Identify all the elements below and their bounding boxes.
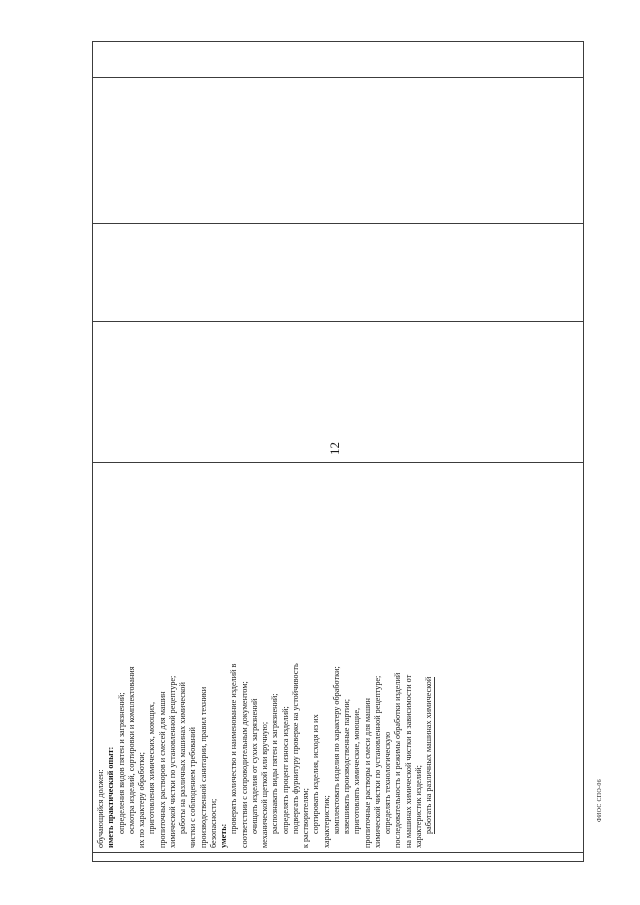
text-line: работы на различных машинах химической: [178, 682, 187, 834]
text-line: очищать изделия от сухих загрязнений: [249, 698, 259, 834]
text-line: обучающийся должен:: [96, 769, 105, 848]
text-line: чистки с соблюдением требований: [188, 727, 198, 848]
text-line: определять технологическую: [383, 731, 392, 834]
text-line: взвешивать производственные партии;: [342, 698, 351, 834]
text-line: соответствии с сопроводительным документом;: [239, 681, 249, 848]
document-footer-code: ФИОС СПО-06: [597, 779, 603, 822]
standard-table: [92, 41, 584, 862]
text-line: проверять количество и наименование изделий в: [229, 663, 239, 834]
empty-cell-1: [93, 322, 584, 463]
text-line: сортировать изделия, исходя из их: [311, 714, 321, 834]
text-line: иметь практический опыт:: [106, 746, 116, 848]
empty-cell-margin: [93, 853, 584, 862]
text-line: безопасности;: [208, 798, 218, 848]
text-line: последовательность и режимы обработки изделий: [393, 672, 403, 848]
text-line: определения видов пятен и загрязнений;: [116, 692, 126, 834]
empty-cell-2: [93, 224, 584, 322]
text-line: пропиточные растворы и смеси для машин: [362, 698, 372, 848]
text-line: характеристик изделий;: [413, 765, 423, 848]
text-line: комплектовать изделия по характеру обработки;: [331, 666, 341, 834]
text-line: механической щеткой или вручную;: [260, 721, 269, 848]
text-line: химической чистки по установленной рецептуре;: [372, 675, 382, 848]
text-line: подвергать фурнитуру проверке на устойчивость: [290, 663, 300, 834]
text-line: характеристик;: [321, 795, 331, 848]
text-line: их по характеру обработки;: [137, 752, 146, 848]
text-line: определять процент износа изделий;: [280, 706, 290, 834]
text-line: приготовлять химические, моющие,: [352, 707, 362, 834]
text-line: распознавать виды пятен и загрязнений;: [270, 693, 280, 834]
empty-cell-4: [93, 42, 584, 78]
text-line: осмотра изделий, сортировки и комплектования: [126, 666, 136, 834]
text-line: на машинах химической чистки в зависимости от: [403, 674, 413, 848]
competency-description-cell: [93, 463, 584, 853]
empty-cell-3: [93, 78, 584, 224]
text-line: производственной санитарии, правил техники: [198, 686, 208, 848]
text-line: работать на различных машинах химической: [424, 466, 435, 848]
text-line: уметь:: [219, 823, 228, 848]
text-line: приготовления химических, моющих,: [147, 701, 157, 834]
table-row: [93, 42, 584, 862]
text-line: пропиточных растворов и смесей для машин: [157, 691, 167, 848]
page-number: 12: [327, 442, 342, 455]
text-line: химической чистки по установленной рецептуре;: [167, 675, 177, 848]
standard-table-wrapper: [92, 42, 584, 862]
text-line: к растворителям;: [301, 788, 310, 848]
